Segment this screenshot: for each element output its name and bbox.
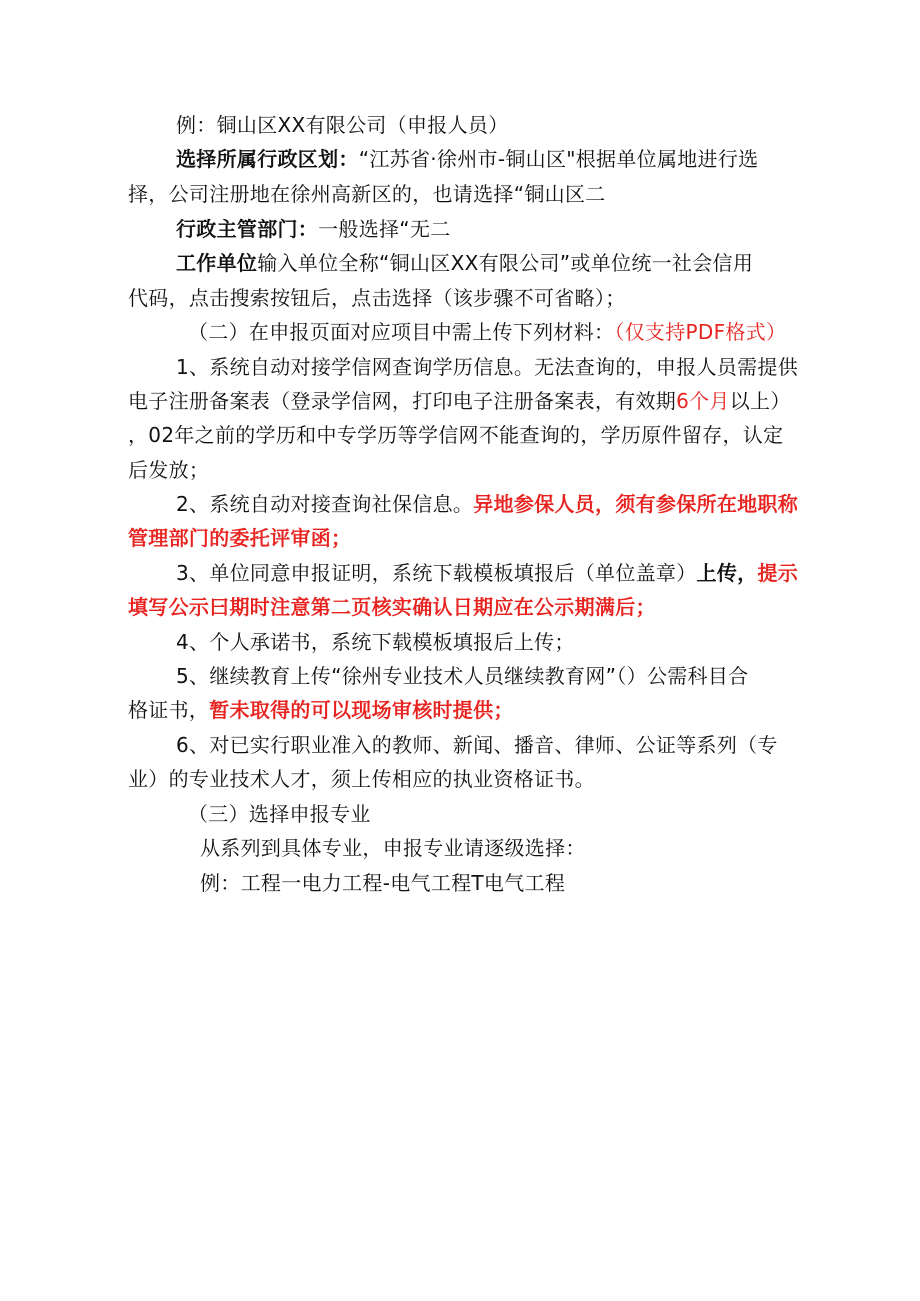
section3-text: 从系列到具体专业，申报专业请逐级选择： bbox=[200, 836, 586, 860]
item4-line bbox=[176, 627, 575, 657]
admin-region-text: “江苏省·徐州市-铜山区"根据单位属地进行选 bbox=[358, 147, 759, 171]
item3-text-a: 3、单位同意申报证明，系统下载模板填报后（单位盖章） bbox=[176, 561, 697, 585]
admin-region-text-2: 择，公司注册地在徐州高新区的，也请选择“铜山区二 bbox=[128, 182, 606, 206]
work-unit-text-2: 代码，点击搜索按钮后，点击选择（该步骤不可省略）； bbox=[128, 286, 626, 310]
item3-text-a-red: 提示 bbox=[757, 561, 799, 585]
item5-text-b: 格证书， bbox=[128, 698, 210, 722]
example-company-text: 例：铜山区XX有限公司（申报人员） bbox=[176, 113, 509, 137]
item1-text-c: ，02年之前的学历和中专学历等学信网不能查询的，学历原件留存，认定 bbox=[128, 423, 784, 447]
item2-text-b-red: 管理部门的委托评审函； bbox=[128, 526, 352, 550]
item2-line-a bbox=[176, 489, 798, 519]
item6-line-a bbox=[176, 730, 778, 760]
item1-text-a: 1、系统自动对接学信网查询学历信息。无法查询的，申报人员需提供 bbox=[176, 355, 799, 379]
item1-text-d: 后发放； bbox=[128, 458, 210, 482]
section3-title-line bbox=[188, 799, 371, 829]
work-unit-line-2 bbox=[128, 283, 626, 313]
section3-text-line bbox=[200, 833, 586, 863]
item5-text-b-red: 暂未取得的可以现场审核时提供； bbox=[209, 698, 514, 722]
item4-text: 4、个人承诺书，系统下载模板填报后上传； bbox=[176, 630, 575, 654]
item5-line-b bbox=[128, 695, 514, 725]
admin-dept-text: 一般选择“无二 bbox=[318, 217, 451, 241]
section2-note: （仅支持PDF格式） bbox=[614, 320, 787, 344]
admin-region-line-2 bbox=[128, 179, 606, 209]
work-unit-label: 工作单位 bbox=[176, 251, 258, 275]
section3-example: 例：工程一电力工程-电气工程T电气工程 bbox=[200, 871, 566, 895]
admin-dept-line bbox=[176, 214, 451, 244]
item5-line-a bbox=[176, 661, 748, 691]
item3-text-b-red: 填写公示曰期时注意第二页核实确认日期应在公示期满后； bbox=[128, 595, 656, 619]
item1-line-c bbox=[128, 420, 783, 450]
section2-title-line bbox=[188, 317, 786, 347]
example-company-line bbox=[176, 110, 509, 140]
item5-text-a: 5、继续教育上传“徐州专业技术人员继续教育网”（）公需科目合 bbox=[176, 664, 749, 688]
admin-dept-label: 行政主管部门： bbox=[176, 217, 319, 241]
item2-text-a: 2、系统自动对接查询社保信息。 bbox=[176, 492, 474, 516]
item1-text-b1: 电子注册备案表（登录学信网，打印电子注册备案表，有效期 bbox=[128, 389, 677, 413]
item3-line-a bbox=[176, 558, 798, 588]
item6-text-a: 6、对已实行职业准入的教师、新闻、播音、律师、公证等系列（专 bbox=[176, 733, 778, 757]
work-unit-line bbox=[176, 248, 753, 278]
item1-line-d bbox=[128, 455, 209, 485]
item2-text-a-red: 异地参保人员，须有参保所在地职称 bbox=[473, 492, 799, 516]
item6-line-b bbox=[128, 764, 595, 794]
section3-example-line bbox=[200, 868, 565, 898]
item1-text-b2: 以上） bbox=[729, 389, 791, 413]
item3-text-a-bold: 上传， bbox=[696, 561, 758, 585]
item1-line-a bbox=[176, 352, 798, 382]
item1-line-b bbox=[128, 386, 791, 416]
item3-line-b bbox=[128, 592, 656, 622]
section2-title: （二）在申报页面对应项目中需上传下列材料： bbox=[188, 320, 615, 344]
admin-region-line bbox=[176, 144, 758, 174]
item6-text-b: 业）的专业技术人才，须上传相应的执业资格证书。 bbox=[128, 767, 595, 791]
item1-text-b-red: 6个月 bbox=[676, 389, 730, 413]
work-unit-text: 输入单位全称“铜山区XX有限公司”或单位统一社会信用 bbox=[257, 251, 754, 275]
item2-line-b bbox=[128, 523, 351, 553]
admin-region-label: 选择所属行政区划： bbox=[176, 147, 359, 171]
section3-title: （三）选择申报专业 bbox=[188, 802, 371, 826]
